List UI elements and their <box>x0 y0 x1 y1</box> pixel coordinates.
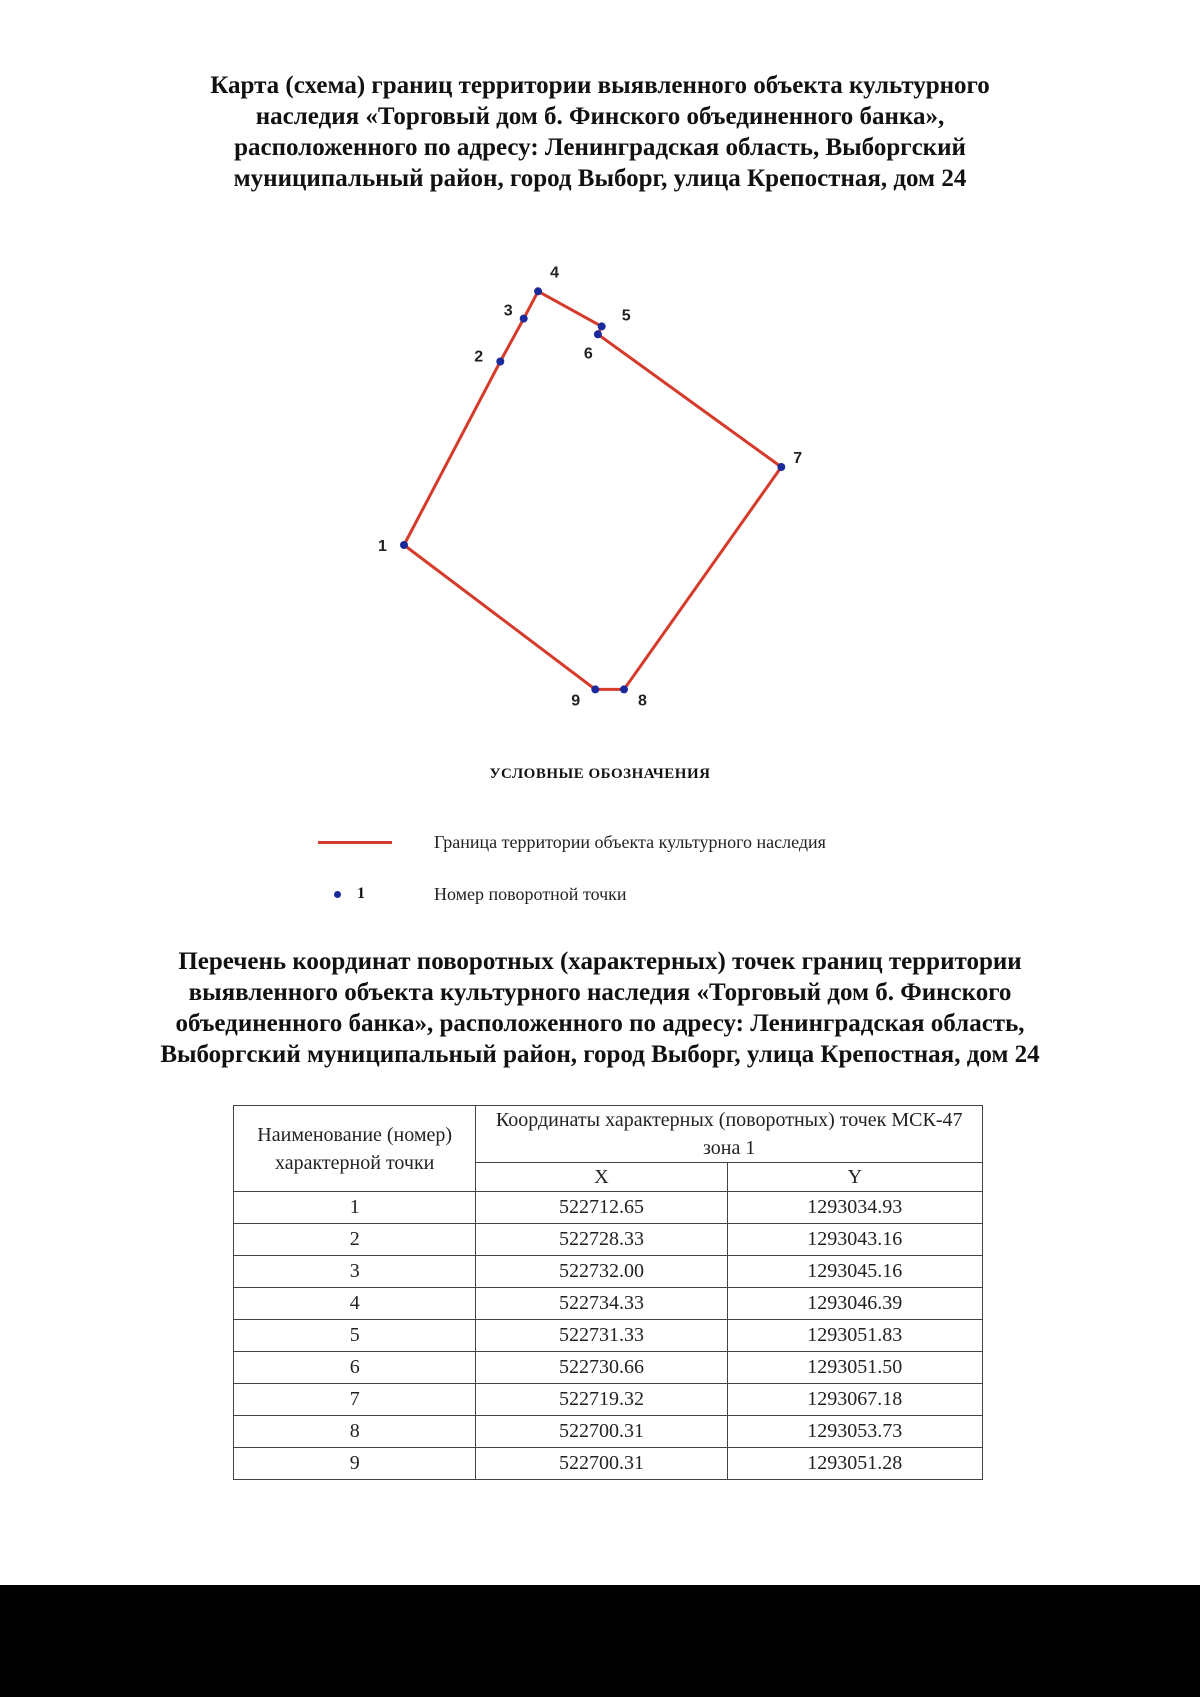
turning-point-marker <box>598 322 606 330</box>
header-x: X <box>476 1163 727 1192</box>
cell-point: 8 <box>234 1416 476 1448</box>
turning-point-label: 3 <box>503 302 513 320</box>
coordinates-table <box>233 1105 983 1480</box>
header-y: Y <box>727 1163 982 1192</box>
map-title-line: Карта (схема) границ территории выявленного объекта культурного <box>210 72 990 99</box>
cell-point: 9 <box>234 1448 476 1480</box>
legend-point-swatch <box>318 885 392 903</box>
table-title-line: Перечень координат поворотных (характерных) точек границ территории <box>178 948 1022 975</box>
table-title-line: выявленного объекта культурного наследия «Торговый дом б. Финского <box>188 979 1012 1006</box>
turning-point-marker <box>496 358 504 366</box>
table-row <box>234 1352 983 1384</box>
cell-x: 522700.31 <box>476 1416 727 1448</box>
cell-y: 1293053.73 <box>727 1416 982 1448</box>
turning-point-label: 5 <box>621 307 631 325</box>
cell-y: 1293051.83 <box>727 1320 982 1352</box>
cell-x: 522730.66 <box>476 1352 727 1384</box>
table-row <box>234 1448 983 1480</box>
map-title-line: муниципальный район, город Выборг, улица Крепостная, дом 24 <box>233 165 967 192</box>
table-row <box>234 1384 983 1416</box>
cell-x: 522719.32 <box>476 1384 727 1416</box>
header-point-name: Наименование (номер) характерной точки <box>234 1106 476 1192</box>
legend-boundary-label: Граница территории объекта культурного наследия <box>434 831 826 852</box>
turning-point-marker <box>777 463 785 471</box>
header-coordinates: Координаты характерных (поворотных) точек МСК-47 зона 1 <box>476 1106 983 1163</box>
cell-x: 522712.65 <box>476 1192 727 1224</box>
legend-boundary-line-swatch <box>318 841 392 844</box>
table-row <box>234 1192 983 1224</box>
turning-point-label: 1 <box>378 538 387 555</box>
legend-point-number: 1 <box>357 885 365 902</box>
legend-point-item <box>318 882 627 906</box>
turning-point-label: 4 <box>550 264 560 282</box>
table-row <box>234 1416 983 1448</box>
table-row <box>234 1320 983 1352</box>
map-title-line: расположенного по адресу: Ленинградская область, Выборгский <box>234 134 966 161</box>
turning-point-marker <box>534 287 542 295</box>
legend-point-dot-icon <box>334 891 341 898</box>
legend-point-label: Номер поворотной точки <box>434 883 627 904</box>
turning-point-marker <box>620 685 628 693</box>
table-title-line: Выборгский муниципальный район, город Выборг, улица Крепостная, дом 24 <box>160 1041 1040 1068</box>
cell-point: 7 <box>234 1384 476 1416</box>
turning-point-marker <box>520 315 528 323</box>
cell-y: 1293046.39 <box>727 1288 982 1320</box>
cell-y: 1293045.16 <box>727 1256 982 1288</box>
cell-y: 1293034.93 <box>727 1192 982 1224</box>
cell-x: 522731.33 <box>476 1320 727 1352</box>
boundary-map <box>0 0 1200 760</box>
legend-boundary-item <box>318 830 826 854</box>
cell-x: 522728.33 <box>476 1224 727 1256</box>
cell-y: 1293051.50 <box>727 1352 982 1384</box>
cell-point: 1 <box>234 1192 476 1224</box>
cell-x: 522734.33 <box>476 1288 727 1320</box>
turning-point-marker <box>594 330 602 338</box>
table-row <box>234 1288 983 1320</box>
turning-point-label: 8 <box>638 692 647 710</box>
map-title-line: наследия «Торговый дом б. Финского объединенного банка», <box>255 103 945 130</box>
table-header-row <box>234 1106 983 1163</box>
turning-point-label: 9 <box>571 692 581 710</box>
table-row <box>234 1256 983 1288</box>
turning-point-marker <box>591 685 599 693</box>
table-row <box>234 1224 983 1256</box>
scan-bottom-border <box>0 1585 1200 1697</box>
cell-y: 1293043.16 <box>727 1224 982 1256</box>
cell-x: 522732.00 <box>476 1256 727 1288</box>
cell-point: 6 <box>234 1352 476 1384</box>
table-title <box>80 946 1120 1070</box>
cell-point: 4 <box>234 1288 476 1320</box>
turning-point-labels-layer <box>378 264 802 709</box>
turning-point-marker <box>400 541 408 549</box>
legend-title: УСЛОВНЫЕ ОБОЗНАЧЕНИЯ <box>489 766 711 782</box>
turning-point-label: 7 <box>793 450 803 467</box>
cell-y: 1293051.28 <box>727 1448 982 1480</box>
cell-x: 522700.31 <box>476 1448 727 1480</box>
cell-point: 2 <box>234 1224 476 1256</box>
cell-point: 3 <box>234 1256 476 1288</box>
cell-point: 5 <box>234 1320 476 1352</box>
cell-y: 1293067.18 <box>727 1384 982 1416</box>
turning-point-label: 6 <box>583 345 593 363</box>
turning-point-label: 2 <box>474 348 484 366</box>
table-title-line: объединенного банка», расположенного по адресу: Ленинградская область, <box>175 1010 1025 1037</box>
